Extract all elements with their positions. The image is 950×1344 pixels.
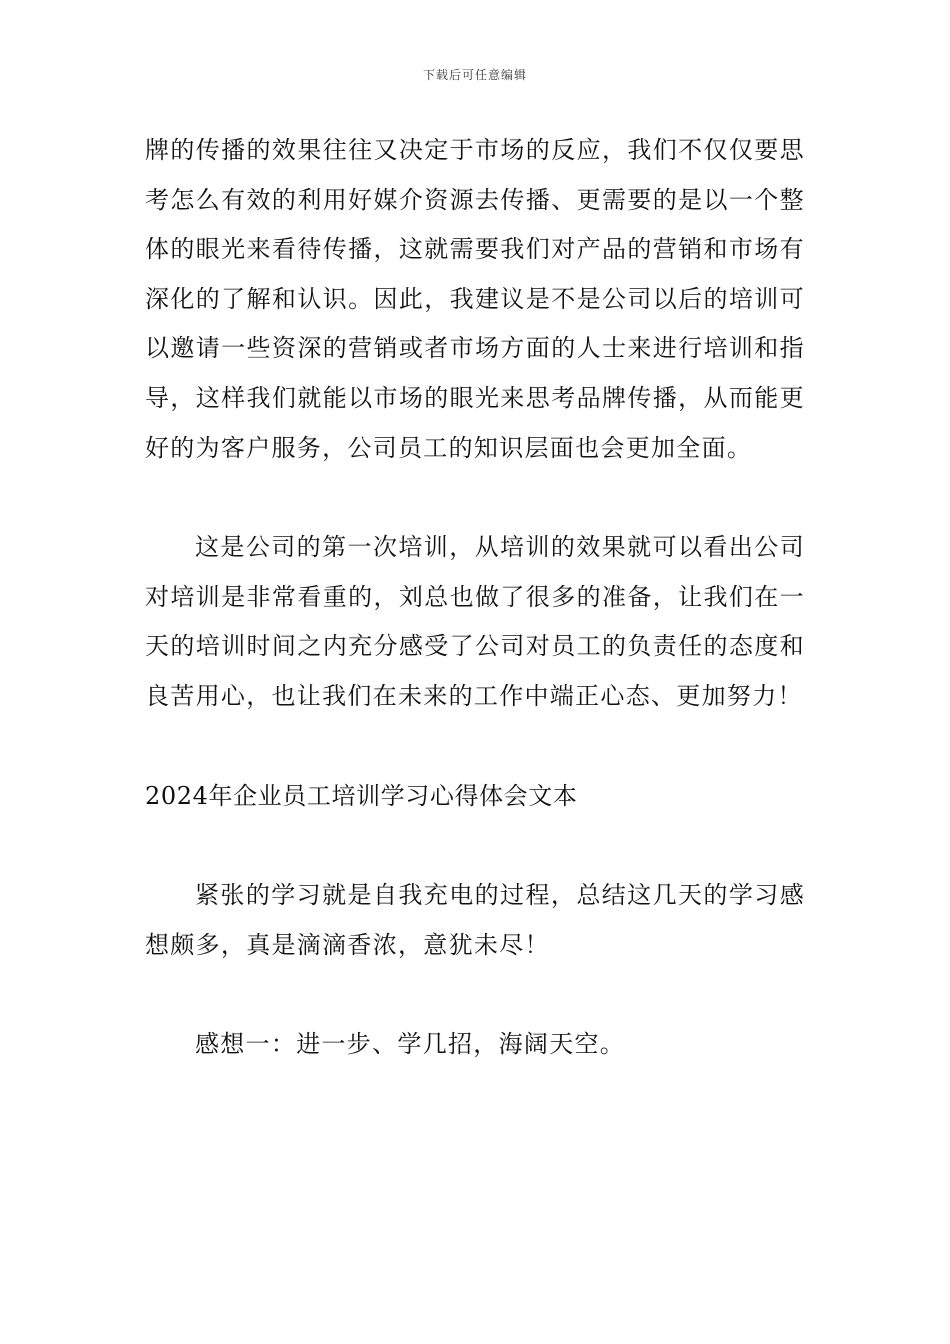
paragraph-spacer (145, 821, 805, 871)
paragraph-insight-one: 感想一：进一步、学几招，海阔天空。 (195, 1030, 626, 1059)
paragraph-spacer (145, 722, 805, 772)
page-header-note: 下载后可任意编辑 (422, 68, 527, 82)
paragraph-first-training: 这是公司的第一次培训，从培训的效果就可以看出公司对培训是非常看重的，刘总也做了很多的准备，让我们在一天的培训时间之内充分感受了公司对员工的负责任的态度和良苦用心，也让我们在未来的工作中端正心态、更加努力！ (145, 533, 805, 710)
paragraph-spacer (145, 473, 805, 523)
document-body (145, 126, 805, 1070)
paragraph-spacer (145, 970, 805, 1020)
paragraph-learning-recharge: 紧张的学习就是自我充电的过程，总结这几天的学习感想颇多，真是滴滴香浓，意犹未尽！ (145, 881, 805, 959)
section-title: 2024年企业员工培训学习心得体会文本 (145, 781, 578, 810)
paragraph-brand-communication: 牌的传播的效果往往又决定于市场的反应，我们不仅仅要思考怎么有效的利用好媒介资源去传播、更需要的是以一个整体的眼光来看待传播，这就需要我们对产品的营销和市场有深化的了解和认识。因此，我建议是不是公司以后的培训可以邀请一些资深的营销或者市场方面的人士来进行培训和指导，这样我们就能以市场的眼光来思考品牌传播，从而能更好的为客户服务，公司员工的知识层面也会更加全面。 (145, 136, 805, 462)
